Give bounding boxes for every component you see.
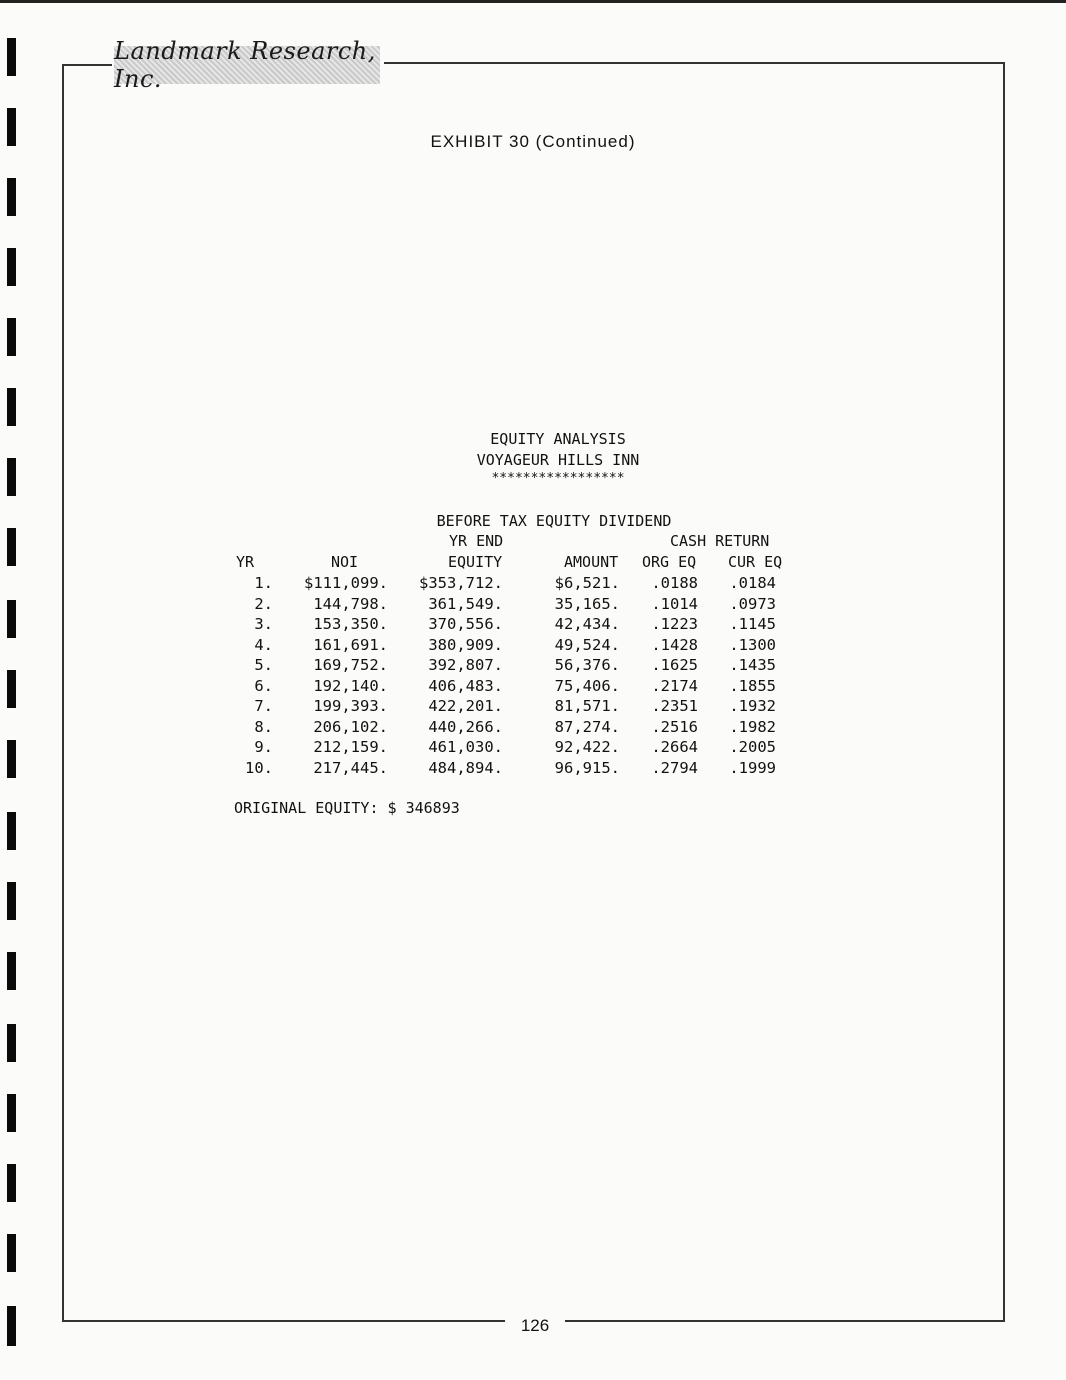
row-amount-cell: 81,571. xyxy=(554,697,620,715)
row-yr-cell: 9. xyxy=(254,738,273,756)
header-yr-end: YR END xyxy=(449,532,504,550)
row-cur-eq-cell: .1999 xyxy=(729,758,776,777)
row-yr-cell: 1. xyxy=(254,574,273,592)
row-org-eq-cell: .2794 xyxy=(651,758,698,777)
row-noi-cell: 153,350. xyxy=(313,615,388,633)
punch-hole xyxy=(7,1306,16,1346)
row-yr-cell: 7. xyxy=(254,697,273,715)
punch-hole xyxy=(7,528,16,566)
punch-hole xyxy=(7,812,16,850)
row-yr-cell: 8. xyxy=(254,717,273,736)
punch-hole xyxy=(7,1234,16,1272)
row-amount-cell: 96,915. xyxy=(554,758,620,777)
row-equity-cell: 440,266. xyxy=(428,717,503,736)
row-cur-eq-cell: .1982 xyxy=(729,717,776,736)
row-yr-cell: 5. xyxy=(254,656,273,674)
logo-text: Landmark Research, Inc. xyxy=(114,37,376,93)
row-cur-eq-cell: .1300 xyxy=(729,635,776,654)
punch-hole xyxy=(7,318,16,356)
letterhead-logo xyxy=(114,37,380,93)
row-noi-cell: 192,140. xyxy=(313,676,388,695)
punch-hole xyxy=(7,882,16,920)
header-yr: YR xyxy=(236,553,255,571)
report-stars: ***************** xyxy=(491,471,625,486)
report-title: EQUITY ANALYSIS xyxy=(490,430,626,448)
row-cur-eq-cell: .0973 xyxy=(729,594,776,613)
row-amount-cell: 42,434. xyxy=(554,615,620,633)
row-cur-eq-cell: .1932 xyxy=(729,697,776,715)
row-yr-cell: 10. xyxy=(245,758,273,777)
row-yr-cell: 4. xyxy=(254,635,273,654)
row-cur-eq-cell: .2005 xyxy=(729,738,776,756)
row-amount-cell: 56,376. xyxy=(554,656,620,674)
row-equity-cell: 361,549. xyxy=(428,594,503,613)
row-org-eq-cell: .2351 xyxy=(651,697,698,715)
punch-hole xyxy=(7,1164,16,1202)
row-noi-cell: 169,752. xyxy=(313,656,388,674)
header-equity: EQUITY xyxy=(448,553,503,571)
row-org-eq-cell: .2516 xyxy=(651,717,698,736)
frame-top-left xyxy=(62,64,112,66)
row-equity-cell: 422,201. xyxy=(428,697,503,715)
header-cash-return: CASH RETURN xyxy=(670,532,770,550)
header-org-eq: ORG EQ xyxy=(642,553,697,571)
row-noi-cell: 161,691. xyxy=(313,635,388,654)
header-amount: AMOUNT xyxy=(564,553,619,571)
punch-hole xyxy=(7,458,16,496)
row-yr-cell: 2. xyxy=(254,594,273,613)
row-cur-eq-cell: .1435 xyxy=(729,656,776,674)
row-cur-eq-cell: .0184 xyxy=(729,574,776,592)
row-noi-cell: 217,445. xyxy=(313,758,388,777)
punch-hole xyxy=(7,38,16,76)
row-noi-cell: 212,159. xyxy=(313,738,388,756)
punch-hole xyxy=(7,1094,16,1132)
page-number: 126 xyxy=(505,1316,565,1336)
row-noi-cell: 144,798. xyxy=(313,594,388,613)
row-cur-eq-cell: .1855 xyxy=(729,676,776,695)
row-equity-cell: 484,894. xyxy=(428,758,503,777)
frame-top-right xyxy=(384,62,1005,64)
row-org-eq-cell: .2174 xyxy=(651,676,698,695)
row-equity-cell: 392,807. xyxy=(428,656,503,674)
row-amount-cell: 35,165. xyxy=(554,594,620,613)
exhibit-title: EXHIBIT 30 (Continued) xyxy=(430,132,636,151)
row-noi-cell: 206,102. xyxy=(313,717,388,736)
punch-hole xyxy=(7,388,16,426)
frame-right xyxy=(1003,62,1005,1320)
report-subtitle: VOYAGEUR HILLS INN xyxy=(476,451,640,469)
row-org-eq-cell: .1014 xyxy=(651,594,698,613)
row-org-eq-cell: .1625 xyxy=(651,656,698,674)
frame-left xyxy=(62,64,64,1321)
punch-hole xyxy=(7,600,16,638)
row-amount-cell: 92,422. xyxy=(554,738,620,756)
row-amount-cell: 49,524. xyxy=(554,635,620,654)
row-equity-cell: 406,483. xyxy=(428,676,503,695)
punch-hole xyxy=(7,670,16,708)
row-org-eq-cell: .0188 xyxy=(651,574,698,592)
row-amount-cell: $6,521. xyxy=(554,574,620,592)
punch-hole xyxy=(7,1024,16,1062)
original-equity: ORIGINAL EQUITY: $ 346893 xyxy=(234,799,460,817)
row-equity-cell: 461,030. xyxy=(428,738,503,756)
top-edge-rule xyxy=(0,0,1066,3)
row-yr-cell: 6. xyxy=(254,676,273,695)
row-equity-cell: $353,712. xyxy=(419,574,503,592)
header-cur-eq: CUR EQ xyxy=(728,553,783,571)
row-noi-cell: $111,099. xyxy=(304,574,388,592)
header-noi: NOI xyxy=(331,553,359,571)
row-amount-cell: 87,274. xyxy=(554,717,620,736)
punch-hole xyxy=(7,740,16,778)
punch-hole xyxy=(7,248,16,286)
row-yr-cell: 3. xyxy=(254,615,273,633)
punch-hole xyxy=(7,952,16,990)
row-cur-eq-cell: .1145 xyxy=(729,615,776,633)
row-org-eq-cell: .1428 xyxy=(651,635,698,654)
punch-hole xyxy=(7,178,16,216)
section-title: BEFORE TAX EQUITY DIVIDEND xyxy=(436,512,672,530)
row-equity-cell: 380,909. xyxy=(428,635,503,654)
row-equity-cell: 370,556. xyxy=(428,615,503,633)
row-noi-cell: 199,393. xyxy=(313,697,388,715)
row-org-eq-cell: .2664 xyxy=(651,738,698,756)
row-org-eq-cell: .1223 xyxy=(651,615,698,633)
row-amount-cell: 75,406. xyxy=(554,676,620,695)
